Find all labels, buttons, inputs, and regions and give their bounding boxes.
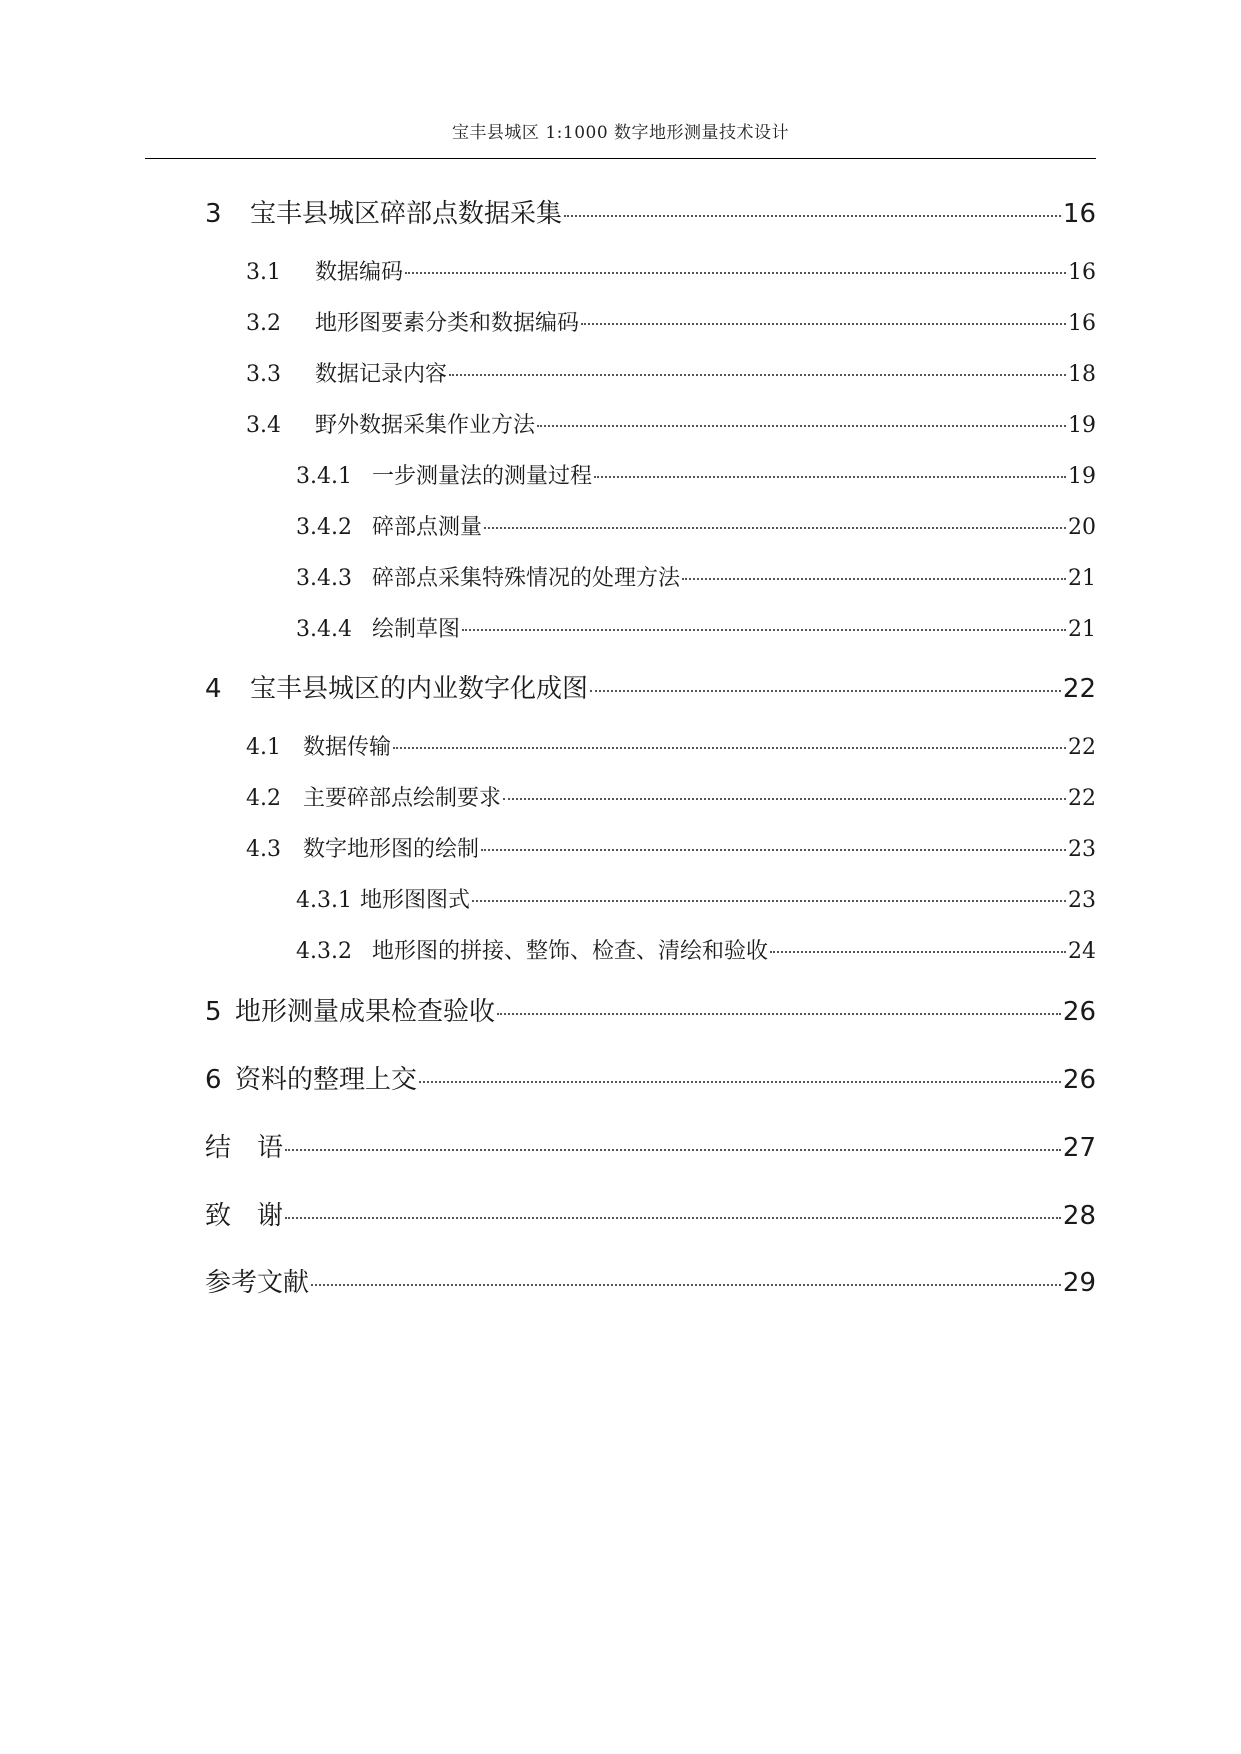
toc-title: 致 谢 [205, 1201, 284, 1231]
toc-page: 16 [1068, 260, 1096, 285]
toc-entry-4-3-1[interactable] [296, 883, 1096, 914]
toc-title: 数字地形图的绘制 [303, 837, 480, 862]
toc-entry-4-2[interactable] [246, 781, 1096, 812]
toc-entry-3-3[interactable] [246, 357, 1096, 388]
toc-page: 29 [1062, 1268, 1096, 1298]
toc-page: 28 [1062, 1201, 1096, 1231]
toc-number: 3.4.4 [296, 617, 352, 642]
toc-page: 21 [1068, 566, 1096, 591]
dot-leader [537, 425, 1066, 427]
toc-title: 参考文献 [205, 1268, 310, 1298]
toc-title: 主要碎部点绘制要求 [303, 786, 502, 811]
toc-number: 4.3 [246, 837, 281, 862]
dot-leader [594, 476, 1066, 478]
toc-page: 23 [1068, 888, 1096, 913]
toc-entry-3-1[interactable] [246, 255, 1096, 286]
dot-leader [311, 1284, 1061, 1286]
toc-entry-thanks[interactable] [205, 1195, 1096, 1232]
toc-number: 3.2 [246, 311, 281, 336]
dot-leader [682, 578, 1066, 580]
toc-title: 地形图图式 [360, 888, 471, 913]
toc-page: 20 [1068, 515, 1096, 540]
toc-entry-3-4-2[interactable] [296, 510, 1096, 541]
dot-leader [497, 1013, 1061, 1015]
toc-page: 23 [1068, 837, 1096, 862]
toc-entry-6[interactable] [205, 1059, 1096, 1096]
toc-page: 19 [1068, 413, 1096, 438]
toc-number: 4.1 [246, 735, 281, 760]
toc-page: 16 [1062, 199, 1096, 229]
toc-title: 碎部点采集特殊情况的处理方法 [372, 566, 681, 591]
dot-leader [581, 323, 1066, 325]
toc-number: 4.3.2 [296, 939, 352, 964]
dot-leader [462, 629, 1066, 631]
toc-page: 22 [1068, 735, 1096, 760]
dot-leader [449, 374, 1066, 376]
dot-leader [285, 1217, 1061, 1219]
toc-title: 一步测量法的测量过程 [372, 464, 593, 489]
toc-number: 5 [205, 997, 222, 1027]
dot-leader [393, 747, 1066, 749]
dot-leader [564, 215, 1061, 217]
toc-title: 地形图的拼接、整饰、检查、清绘和验收 [372, 939, 769, 964]
toc-number: 3.1 [246, 260, 281, 285]
dot-leader [484, 527, 1066, 529]
toc-number: 3 [205, 199, 222, 229]
toc-entry-3[interactable] [205, 193, 1096, 230]
toc-entry-3-4-3[interactable] [296, 561, 1096, 592]
toc-number: 4.3.1 [296, 888, 352, 913]
toc-entry-4-1[interactable] [246, 730, 1096, 761]
dot-leader [770, 951, 1066, 953]
toc-page: 27 [1062, 1133, 1096, 1163]
toc-number: 4 [205, 674, 222, 704]
dot-leader [590, 690, 1061, 692]
toc-page: 22 [1068, 786, 1096, 811]
dot-leader [472, 900, 1066, 902]
toc-title: 地形测量成果检查验收 [235, 997, 496, 1027]
toc-title: 数据编码 [315, 260, 404, 285]
toc-entry-4-3-2[interactable] [296, 934, 1096, 965]
toc-page: 16 [1068, 311, 1096, 336]
toc-number: 3.4 [246, 413, 281, 438]
dot-leader [405, 272, 1066, 274]
toc-entry-conclusion[interactable] [205, 1127, 1096, 1164]
toc-number: 6 [205, 1065, 222, 1095]
toc-title: 数据记录内容 [315, 362, 448, 387]
toc-entry-4[interactable] [205, 668, 1096, 705]
toc-number: 3.3 [246, 362, 281, 387]
toc-page: 26 [1062, 1065, 1096, 1095]
toc-title: 绘制草图 [372, 617, 461, 642]
toc-title: 宝丰县城区的内业数字化成图 [250, 674, 589, 704]
toc-title: 数据传输 [303, 735, 392, 760]
toc-entry-3-2[interactable] [246, 306, 1096, 337]
dot-leader [285, 1149, 1061, 1151]
toc-title: 地形图要素分类和数据编码 [315, 311, 580, 336]
toc-number: 3.4.2 [296, 515, 352, 540]
toc-title: 碎部点测量 [372, 515, 483, 540]
toc-page: 18 [1068, 362, 1096, 387]
toc-entry-3-4-4[interactable] [296, 612, 1096, 643]
toc-title: 结 语 [205, 1133, 284, 1163]
toc-page: 21 [1068, 617, 1096, 642]
toc-entry-5[interactable] [205, 991, 1096, 1028]
toc-entry-references[interactable] [205, 1262, 1096, 1299]
toc-number: 3.4.3 [296, 566, 352, 591]
toc-entry-3-4-1[interactable] [296, 459, 1096, 490]
toc-entry-4-3[interactable] [246, 832, 1096, 863]
toc-entry-3-4[interactable] [246, 408, 1096, 439]
toc-number: 3.4.1 [296, 464, 352, 489]
dot-leader [419, 1081, 1061, 1083]
dot-leader [481, 849, 1066, 851]
toc-title: 野外数据采集作业方法 [315, 413, 536, 438]
toc-page: 26 [1062, 997, 1096, 1027]
toc-page: 19 [1068, 464, 1096, 489]
toc-title: 资料的整理上交 [235, 1065, 418, 1095]
toc-number: 4.2 [246, 786, 281, 811]
header-title: 宝丰县城区 1:1000 数字地形测量技术设计 [451, 123, 790, 143]
toc-title: 宝丰县城区碎部点数据采集 [250, 199, 563, 229]
toc-page: 22 [1062, 674, 1096, 704]
dot-leader [503, 798, 1066, 800]
toc-page: 24 [1068, 939, 1096, 964]
